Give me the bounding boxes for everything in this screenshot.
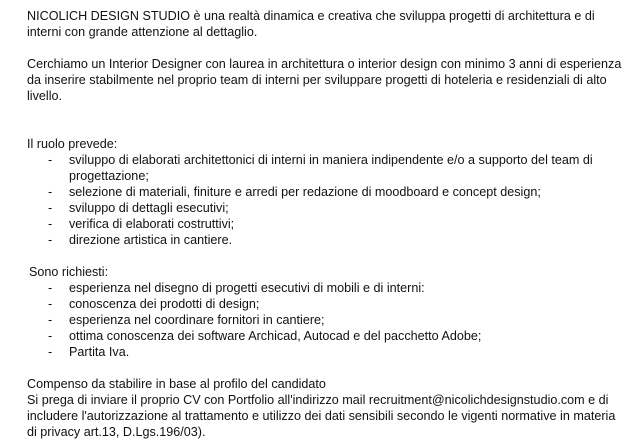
role-list (27, 152, 627, 248)
document-page (27, 8, 627, 440)
role-heading: Il ruolo prevede: (27, 137, 118, 151)
list-item: - esperienza nel coordinare fornitori in cantiere; (27, 312, 627, 328)
requirements-heading: Sono richiesti: (29, 265, 109, 279)
list-item: - sviluppo di elaborati architettonici di interni in maniera indipendente e/o a supporto del team di progettazione; (27, 152, 627, 184)
list-item: - sviluppo di dettagli esecutivi; (27, 200, 627, 216)
list-item: - conoscenza dei prodotti di design; (27, 296, 627, 312)
list-item: - verifica di elaborati costruttivi; (27, 216, 627, 232)
list-item: - ottima conoscenza dei software Archicad, Autocad e del pacchetto Adobe; (27, 328, 627, 344)
list-item: - direzione artistica in cantiere. (27, 232, 627, 248)
list-item: - Partita Iva. (27, 344, 627, 360)
list-item: - esperienza nel disegno di progetti esecutivi di mobili e di interni: (27, 280, 627, 296)
list-item: - selezione di materiali, finiture e arredi per redazione di moodboard e concept design; (27, 184, 627, 200)
compensation-line: Compenso da stabilire in base al profilo del candidato (27, 377, 326, 391)
intro-paragraph: NICOLICH DESIGN STUDIO è una realtà dinamica e creativa che sviluppa progetti di architettura e di interni con grande attenzione al dettaglio. (27, 9, 595, 39)
requirements-list (27, 280, 627, 360)
search-paragraph: Cerchiamo un Interior Designer con laurea in architettura o interior design con minimo 3 anni di esperienza da inserire stabilmente nel proprio team di interni per sviluppare progetti di hoteleria e residenziali di alto livello. (27, 57, 622, 103)
apply-paragraph: Si prega di inviare il proprio CV con Portfolio all'indirizzo mail recruitment@nicolichdesignstudio.com e di includere l'autorizzazione al trattamento e utilizzo dei dati sensibili secondo le vigenti normative in materia di privacy art.13, D.Lgs.196/03). (27, 393, 616, 439)
